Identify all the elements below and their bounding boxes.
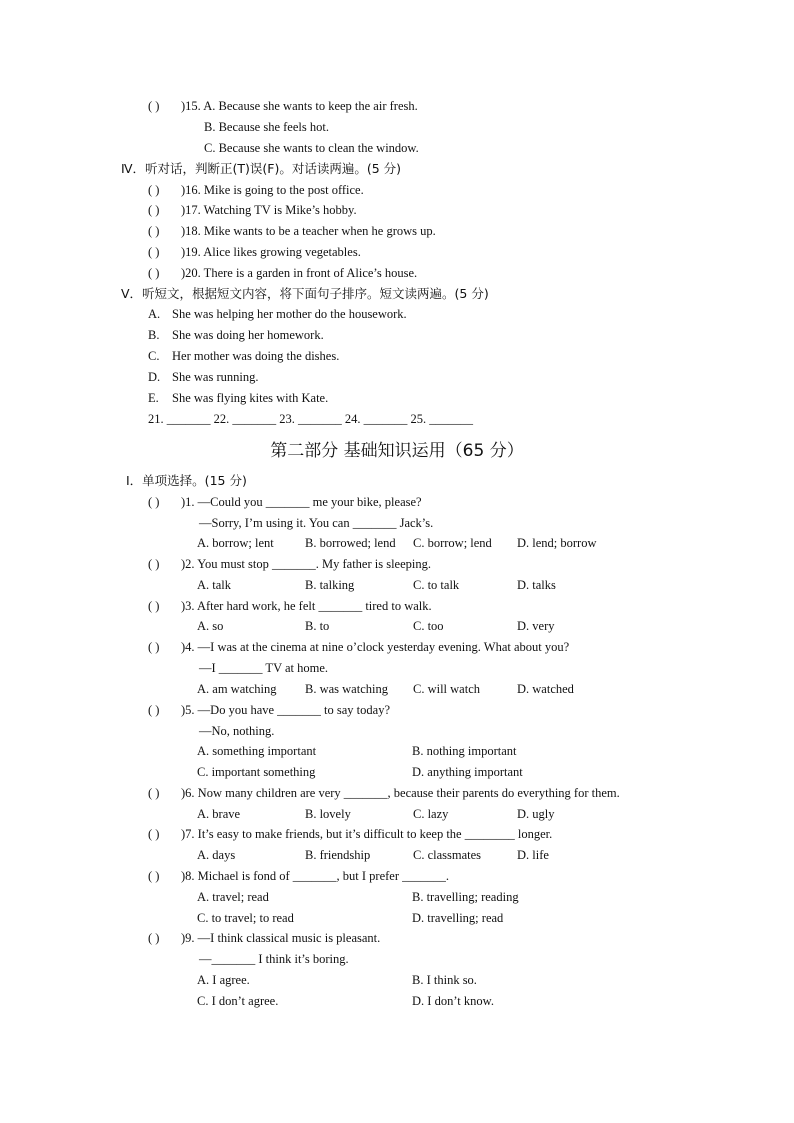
q8-option-a: A. travel; read xyxy=(197,890,269,904)
q15-option-c: C. Because she wants to clean the window. xyxy=(204,141,419,155)
q6-option-b: B. lovely xyxy=(305,807,351,821)
q5-line-2: —No, nothing. xyxy=(199,724,275,738)
q18-stem: )18. Mike wants to be a teacher when he grows up. xyxy=(181,224,436,238)
answer-paren-1: ( ) xyxy=(148,495,160,509)
q7-option-c: C. classmates xyxy=(413,848,482,862)
q3-option-d: D. very xyxy=(517,619,555,633)
answer-paren-20: ( ) xyxy=(148,266,160,280)
s5-letter-b: B. xyxy=(148,328,160,342)
q6-option-d: D. ugly xyxy=(517,807,555,821)
q1-option-d: D. lend; borrow xyxy=(517,536,597,550)
q4-option-d: D. watched xyxy=(517,682,574,696)
q2-option-d: D. talks xyxy=(517,578,556,592)
answer-paren-3: ( ) xyxy=(148,599,160,613)
s5-letter-d: D. xyxy=(148,370,161,384)
s5-sentence-a: She was helping her mother do the housework. xyxy=(172,307,407,321)
q6-stem: )6. Now many children are very _______, because their parents do everything for them. xyxy=(181,786,620,800)
answer-paren-15: ( ) xyxy=(148,99,160,113)
q9-line-2: —_______ I think it’s boring. xyxy=(199,952,349,966)
q9-option-a: A. I agree. xyxy=(197,973,250,987)
q5-option-d: D. anything important xyxy=(412,765,523,779)
q7-option-b: B. friendship xyxy=(305,848,371,862)
q8-option-b: B. travelling; reading xyxy=(412,890,519,904)
part-2-title: 第二部分 基础知识运用（65 分） xyxy=(270,441,524,461)
s5-letter-e: E. xyxy=(148,391,159,405)
q1-option-c: C. borrow; lend xyxy=(413,536,492,550)
q8-option-c: C. to travel; to read xyxy=(197,911,294,925)
q1-option-a: A. borrow; lent xyxy=(197,536,274,550)
answer-paren-16: ( ) xyxy=(148,183,160,197)
q5-option-a: A. something important xyxy=(197,744,317,758)
q2-option-c: C. to talk xyxy=(413,578,460,592)
section-4-heading: Ⅳ．听对话，判断正(T)误(F)。对话读两遍。(5 分) xyxy=(121,161,402,176)
q3-option-a: A. so xyxy=(197,619,224,633)
q2-option-b: B. talking xyxy=(305,578,355,592)
q9-option-c: C. I don’t agree. xyxy=(197,994,279,1008)
answer-paren-18: ( ) xyxy=(148,224,160,238)
s5-sentence-c: Her mother was doing the dishes. xyxy=(172,349,340,363)
q2-stem: )2. You must stop _______. My father is sleeping. xyxy=(181,557,431,571)
q19-stem: )19. Alice likes growing vegetables. xyxy=(181,245,361,259)
q7-option-d: D. life xyxy=(517,848,549,862)
q5-option-c: C. important something xyxy=(197,765,316,779)
answer-paren-5: ( ) xyxy=(148,703,160,717)
q3-stem: )3. After hard work, he felt _______ tired to walk. xyxy=(181,599,432,613)
q4-option-b: B. was watching xyxy=(305,682,388,696)
q9-option-b: B. I think so. xyxy=(412,973,477,987)
answer-paren-8: ( ) xyxy=(148,869,160,883)
answer-paren-4: ( ) xyxy=(148,640,160,654)
s5-answer-line: 21. _______ 22. _______ 23. _______ 24. _______ 25. _______ xyxy=(148,412,473,426)
answer-paren-17: ( ) xyxy=(148,203,160,217)
q5-option-b: B. nothing important xyxy=(412,744,517,758)
s5-sentence-e: She was flying kites with Kate. xyxy=(172,391,329,405)
q4-option-c: C. will watch xyxy=(413,682,481,696)
q3-option-c: C. too xyxy=(413,619,444,633)
q1-line-2: —Sorry, I’m using it. You can _______ Jack’s. xyxy=(199,516,434,530)
s5-sentence-b: She was doing her homework. xyxy=(172,328,324,342)
q7-stem: )7. It’s easy to make friends, but it’s difficult to keep the ________ longer. xyxy=(181,827,553,841)
q1-option-b: B. borrowed; lend xyxy=(305,536,396,550)
answer-paren-19: ( ) xyxy=(148,245,160,259)
q4-line-2: —I _______ TV at home. xyxy=(199,661,329,675)
section-5-heading: Ⅴ．听短文，根据短文内容，将下面句子排序。短文读两遍。(5 分) xyxy=(121,286,489,301)
q5-stem: )5. —Do you have _______ to say today? xyxy=(181,703,390,717)
q2-option-a: A. talk xyxy=(197,578,232,592)
q7-option-a: A. days xyxy=(197,848,236,862)
s5-sentence-d: She was running. xyxy=(172,370,259,384)
q6-option-c: C. lazy xyxy=(413,807,449,821)
q8-option-d: D. travelling; read xyxy=(412,911,504,925)
q3-option-b: B. to xyxy=(305,619,330,633)
answer-paren-7: ( ) xyxy=(148,827,160,841)
answer-paren-6: ( ) xyxy=(148,786,160,800)
q15-option-b: B. Because she feels hot. xyxy=(204,120,329,134)
answer-paren-2: ( ) xyxy=(148,557,160,571)
q17-stem: )17. Watching TV is Mike’s hobby. xyxy=(181,203,357,217)
q20-stem: )20. There is a garden in front of Alice’s house. xyxy=(181,266,418,280)
q6-option-a: A. brave xyxy=(197,807,241,821)
q8-stem: )8. Michael is fond of _______, but I prefer _______. xyxy=(181,869,449,883)
s5-letter-c: C. xyxy=(148,349,160,363)
answer-paren-9: ( ) xyxy=(148,931,160,945)
q1-stem: )1. —Could you _______ me your bike, please? xyxy=(181,495,422,509)
q4-stem: )4. —I was at the cinema at nine o’clock yesterday evening. What about you? xyxy=(181,640,570,654)
q16-stem: )16. Mike is going to the post office. xyxy=(181,183,364,197)
s5-letter-a: A. xyxy=(148,307,161,321)
q4-option-a: A. am watching xyxy=(197,682,277,696)
q15-stem: )15. A. Because she wants to keep the air fresh. xyxy=(181,99,418,113)
q9-stem: )9. —I think classical music is pleasant. xyxy=(181,931,381,945)
q9-option-d: D. I don’t know. xyxy=(412,994,494,1008)
part2-section-1-heading: Ⅰ．单项选择。(15 分) xyxy=(126,473,247,488)
